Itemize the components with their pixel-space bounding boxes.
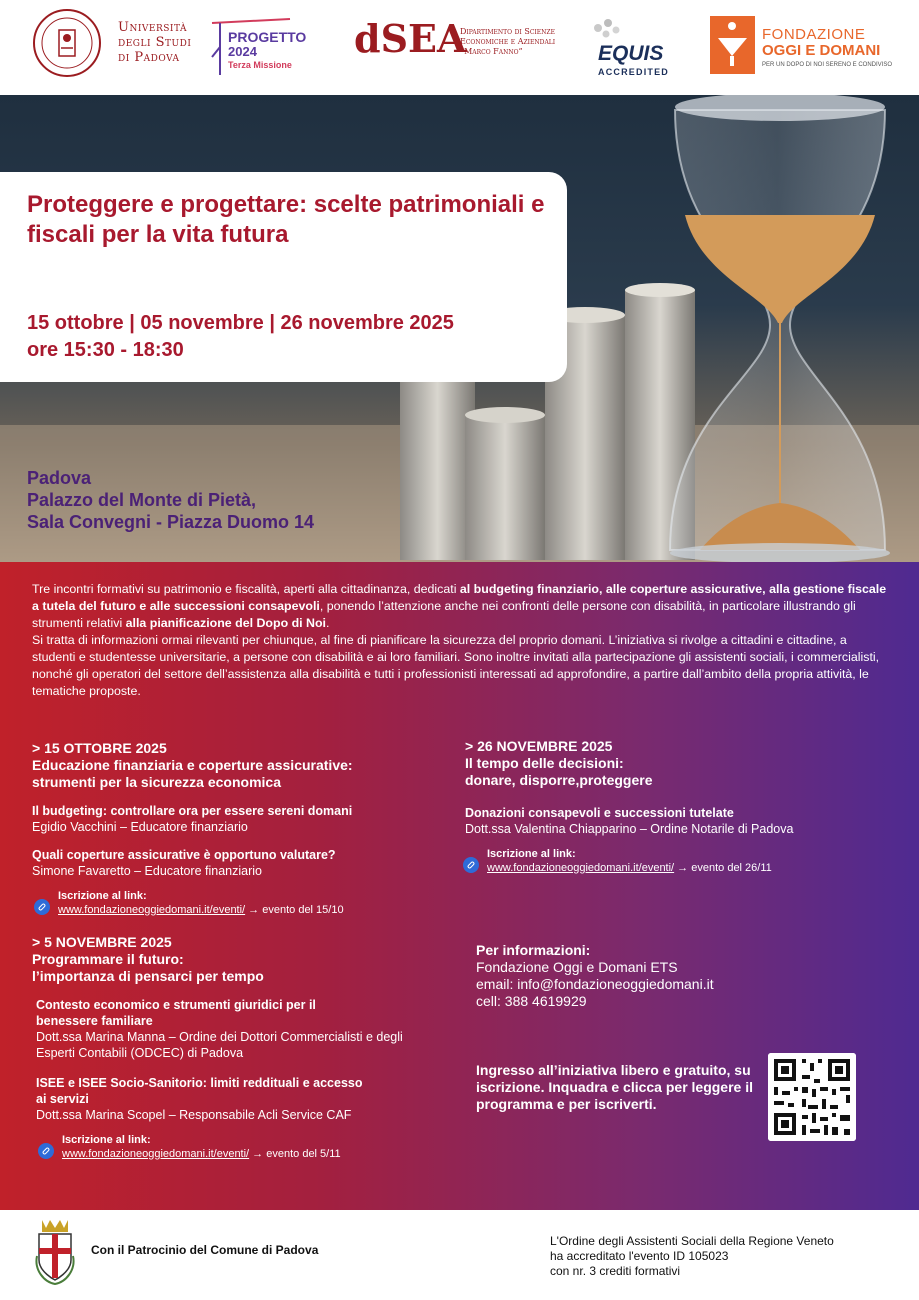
event-date: > 5 NOVEMBRE 2025 — [32, 934, 172, 950]
fondazione-tagline: PER UN DOPO DI NOI SERENO E CONDIVISO — [762, 62, 893, 68]
entry-note: Ingresso all’iniziativa libero e gratuito, su iscrizione. Inquadra e clicca per leggere il programma e per iscriverti. — [476, 1062, 753, 1112]
event-dates — [27, 310, 557, 364]
event-topic: Programmare il futuro: l’importanza di pensarci per tempo — [32, 951, 264, 984]
university-name: Università degli Studi di Padova — [118, 20, 192, 65]
qr-code-icon[interactable] — [768, 1053, 856, 1141]
intro-paragraph: Tre incontri formativi su patrimonio e fiscalità, aperti alla cittadinanza, dedicati al budgeting finanziario, alle coperture assicurative, alla gestione fiscale a tutela del futuro e alle successioni consapevoli, ponendo l’attenzione anche nei confronti delle persone con disabilità, in particolare illustrando gli strumenti relativi alla pianificazione del Dopo di Noi. Si tratta di informazioni ormai rilevanti per chiunque, al fine di pianificare la sicurezza del proprio domani. L’iniziativa si rivolge a cittadini e cittadine, a studenti e studentesse universitarie, a persone con disabilità e ai loro familiari. Sono inoltre invitati alla partecipazione gli assistenti sociali, i commercialisti, nonché gli operatori del settore dell’assistenza alla disabilità e tutti i professionisti interessati ad approfondire, a partire dall’ambito della propria attività, le tematiche proposte. — [32, 582, 887, 698]
registration-info: Iscrizione al link: www.fondazioneoggiedomani.it/eventi/ → evento del 15/10 — [32, 889, 442, 917]
progetto-2024-logo — [210, 17, 330, 77]
event-15-ottobre — [32, 740, 442, 917]
padova-crest-icon — [34, 1216, 76, 1286]
fondazione-name-line2: OGGI E DOMANI — [762, 42, 881, 59]
talk: Quali coperture assicurative è opportuno valutare? Simone Favaretto – Educatore finanziario — [32, 848, 336, 878]
event-date: > 15 OTTOBRE 2025 — [32, 740, 167, 756]
event-location: Padova Palazzo del Monte di Pietà, Sala Convegni - Piazza Duomo 14 — [27, 468, 315, 532]
header-logos — [0, 0, 919, 95]
progetto-title: PROGETTO — [228, 29, 307, 45]
contact-title: Per informazioni: — [476, 942, 591, 958]
contact-email[interactable]: email: info@fondazioneoggiedomani.it — [476, 976, 714, 992]
dsea-department-name: Dipartimento di Scienze Economiche e Aziendali “Marco Fanno” — [460, 27, 556, 56]
contact-info — [476, 942, 876, 1010]
link-icon — [463, 857, 479, 873]
dsea-logo: dSEA — [354, 16, 467, 61]
progetto-subtitle: Terza Missione — [228, 60, 292, 70]
event-topic: Educazione finanziaria e coperture assicurative: strumenti per la sicurezza economica — [32, 757, 353, 790]
registration-info: Iscrizione al link: www.fondazioneoggiedomani.it/eventi/ → evento del 5/11 — [32, 1133, 442, 1161]
equis-logo — [584, 14, 684, 80]
registration-link[interactable]: www.fondazioneoggiedomani.it/eventi/ — [487, 862, 675, 874]
event-5-novembre — [32, 934, 442, 1161]
event-title: Proteggere e progettare: scelte patrimoniali e fiscali per la vita futura — [27, 191, 545, 248]
link-icon — [38, 1143, 54, 1159]
talk: Donazioni consapevoli e successioni tutelate Dott.ssa Valentina Chiapparino – Ordine Notarile di Padova — [465, 806, 794, 836]
university-seal-icon — [32, 8, 102, 78]
equis-globe-icon — [586, 14, 626, 44]
contact-org: Fondazione Oggi e Domani ETS — [476, 959, 678, 975]
progetto-year: 2024 — [228, 44, 257, 59]
equis-name: EQUIS — [598, 42, 664, 65]
equis-accredited: ACCREDITED — [598, 67, 670, 77]
accreditation-text: L'Ordine degli Assistenti Sociali della Regione Veneto ha accreditato l'evento ID 105023 con nr. 3 crediti formativi — [550, 1234, 834, 1278]
registration-link[interactable]: www.fondazioneoggiedomani.it/eventi/ — [62, 1148, 250, 1160]
link-icon — [34, 899, 50, 915]
event-dates-line: 15 ottobre | 05 novembre | 26 novembre 2025 — [27, 312, 454, 334]
talk: Il budgeting: controllare ora per essere sereni domani Egidio Vacchini – Educatore finanziario — [32, 804, 353, 834]
event-date: > 26 NOVEMBRE 2025 — [465, 738, 613, 754]
hourglass — [670, 95, 890, 562]
event-time: ore 15:30 - 18:30 — [27, 339, 184, 361]
fondazione-name-line1: FONDAZIONE — [762, 26, 866, 43]
contact-phone[interactable]: cell: 388 4619929 — [476, 993, 587, 1009]
registration-link[interactable]: www.fondazioneoggiedomani.it/eventi/ — [58, 904, 246, 916]
fondazione-mark-icon — [710, 16, 755, 74]
event-topic: Il tempo delle decisioni: donare, disporre,proteggere — [465, 755, 653, 788]
patronage-text: Con il Patrocinio del Comune di Padova — [91, 1243, 319, 1257]
talk: ISEE e ISEE Socio-Sanitorio: limiti reddituali e accesso ai servizi Dott.ssa Marina Scopel – Responsabile Acli Service CAF — [36, 1076, 363, 1122]
event-26-novembre — [465, 738, 865, 875]
talk: Contesto economico e strumenti giuridici per il benessere familiare Dott.ssa Marina Manna – Ordine dei Dottori Commercialisti e degli Esperti Contabili (ODCEC) di Padova — [36, 998, 403, 1060]
registration-info: Iscrizione al link: www.fondazioneoggiedomani.it/eventi/ → evento del 26/11 — [465, 847, 865, 875]
